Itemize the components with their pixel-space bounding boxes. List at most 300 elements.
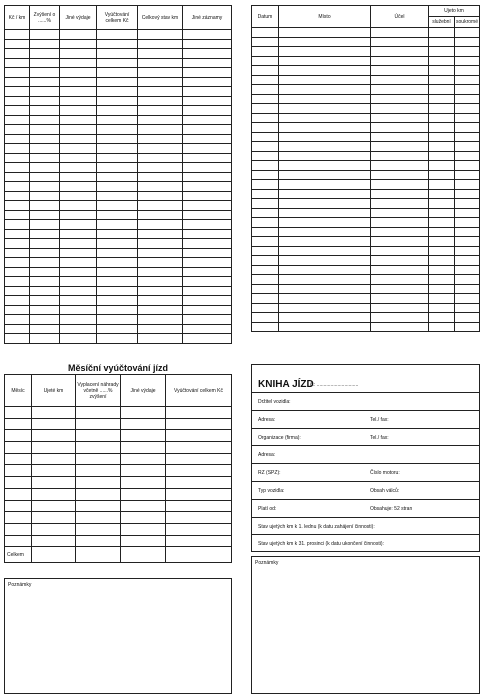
table-cell[interactable]: [138, 87, 183, 97]
table-cell[interactable]: [183, 267, 232, 277]
table-cell[interactable]: [5, 465, 32, 477]
table-cell[interactable]: [183, 134, 232, 144]
table-cell[interactable]: [60, 248, 97, 258]
table-cell[interactable]: [60, 296, 97, 306]
table-cell[interactable]: [279, 142, 371, 152]
table-cell[interactable]: [30, 106, 60, 116]
table-cell[interactable]: [183, 39, 232, 49]
notes-box-left[interactable]: [4, 578, 232, 694]
table-cell[interactable]: [371, 227, 429, 237]
table-cell[interactable]: [429, 113, 455, 123]
table-cell[interactable]: [97, 144, 138, 154]
table-cell[interactable]: [138, 182, 183, 192]
table-cell[interactable]: [252, 246, 279, 256]
table-cell[interactable]: [183, 191, 232, 201]
table-cell[interactable]: [138, 96, 183, 106]
table-cell[interactable]: [371, 237, 429, 247]
table-cell[interactable]: [97, 182, 138, 192]
table-cell[interactable]: [455, 47, 480, 57]
table-cell[interactable]: [30, 286, 60, 296]
table-cell[interactable]: [429, 142, 455, 152]
table-cell[interactable]: [183, 106, 232, 116]
table-cell[interactable]: [183, 172, 232, 182]
logbook-field-row[interactable]: [252, 464, 479, 482]
table-cell[interactable]: [76, 535, 121, 547]
table-cell[interactable]: [279, 37, 371, 47]
table-cell[interactable]: [183, 87, 232, 97]
table-cell[interactable]: [429, 180, 455, 190]
table-cell[interactable]: [5, 87, 30, 97]
table-cell[interactable]: [252, 56, 279, 66]
table-cell[interactable]: [97, 58, 138, 68]
table-cell[interactable]: [5, 106, 30, 116]
table-cell[interactable]: [138, 115, 183, 125]
table-cell[interactable]: [279, 208, 371, 218]
table-cell[interactable]: [455, 104, 480, 114]
table-cell[interactable]: [76, 488, 121, 500]
table-cell[interactable]: [138, 258, 183, 268]
table-cell[interactable]: [30, 115, 60, 125]
table-cell[interactable]: [371, 75, 429, 85]
table-cell[interactable]: [183, 163, 232, 173]
table-cell[interactable]: [60, 324, 97, 334]
table-cell[interactable]: [5, 239, 30, 249]
table-cell[interactable]: [183, 286, 232, 296]
table-cell[interactable]: [60, 210, 97, 220]
table-cell[interactable]: [371, 199, 429, 209]
table-cell[interactable]: [429, 75, 455, 85]
table-cell[interactable]: [97, 96, 138, 106]
table-cell[interactable]: [30, 125, 60, 135]
table-cell[interactable]: [5, 49, 30, 59]
table-cell[interactable]: [30, 277, 60, 287]
table-cell[interactable]: [5, 296, 30, 306]
table-cell[interactable]: [429, 104, 455, 114]
table-cell[interactable]: [429, 37, 455, 47]
table-cell[interactable]: [97, 39, 138, 49]
table-cell[interactable]: [97, 30, 138, 40]
table-cell[interactable]: [252, 151, 279, 161]
table-cell[interactable]: [60, 30, 97, 40]
table-cell[interactable]: [138, 220, 183, 230]
table-cell[interactable]: [60, 58, 97, 68]
table-cell[interactable]: [97, 334, 138, 344]
table-cell[interactable]: [60, 267, 97, 277]
table-cell[interactable]: [252, 265, 279, 275]
table-cell[interactable]: [429, 322, 455, 332]
logbook-field-row[interactable]: [252, 535, 479, 553]
table-cell[interactable]: [60, 87, 97, 97]
table-cell[interactable]: [76, 523, 121, 535]
table-cell[interactable]: [5, 442, 32, 454]
table-cell[interactable]: [183, 49, 232, 59]
table-cell[interactable]: [455, 37, 480, 47]
table-cell[interactable]: [97, 125, 138, 135]
table-cell[interactable]: [76, 407, 121, 419]
table-cell[interactable]: [97, 324, 138, 334]
table-cell[interactable]: [97, 286, 138, 296]
table-cell[interactable]: [455, 94, 480, 104]
table-cell[interactable]: [76, 453, 121, 465]
table-cell[interactable]: [60, 96, 97, 106]
table-cell[interactable]: [30, 239, 60, 249]
table-cell[interactable]: [183, 239, 232, 249]
table-cell[interactable]: [455, 294, 480, 304]
table-cell[interactable]: [252, 227, 279, 237]
table-cell[interactable]: [60, 201, 97, 211]
table-cell[interactable]: [30, 315, 60, 325]
table-cell[interactable]: [455, 28, 480, 38]
table-cell[interactable]: [279, 85, 371, 95]
table-cell[interactable]: [166, 453, 232, 465]
table-cell[interactable]: [30, 39, 60, 49]
table-cell[interactable]: [183, 115, 232, 125]
table-cell[interactable]: [252, 322, 279, 332]
table-cell[interactable]: [138, 334, 183, 344]
table-cell[interactable]: [5, 286, 30, 296]
table-cell[interactable]: [279, 246, 371, 256]
table-cell[interactable]: [5, 324, 30, 334]
table-cell[interactable]: [97, 315, 138, 325]
table-cell[interactable]: [455, 170, 480, 180]
table-cell[interactable]: [5, 277, 30, 287]
table-cell[interactable]: [30, 134, 60, 144]
table-cell[interactable]: [183, 182, 232, 192]
table-cell[interactable]: [166, 488, 232, 500]
table-cell[interactable]: [5, 77, 30, 87]
table-cell[interactable]: [5, 191, 30, 201]
table-cell[interactable]: [30, 305, 60, 315]
table-cell[interactable]: [97, 172, 138, 182]
table-cell[interactable]: [138, 201, 183, 211]
table-cell[interactable]: [252, 123, 279, 133]
table-cell[interactable]: [252, 294, 279, 304]
table-cell[interactable]: [455, 303, 480, 313]
table-cell[interactable]: [252, 75, 279, 85]
table-cell[interactable]: [166, 465, 232, 477]
table-cell[interactable]: [60, 163, 97, 173]
table-cell[interactable]: [5, 96, 30, 106]
table-cell[interactable]: [138, 239, 183, 249]
table-cell[interactable]: [5, 453, 32, 465]
table-cell[interactable]: [166, 407, 232, 419]
table-cell[interactable]: [279, 313, 371, 323]
table-cell[interactable]: [97, 210, 138, 220]
table-cell[interactable]: [138, 248, 183, 258]
table-cell[interactable]: [455, 56, 480, 66]
table-cell[interactable]: [138, 144, 183, 154]
table-cell[interactable]: [183, 68, 232, 78]
table-cell[interactable]: [5, 512, 32, 524]
logbook-field-row[interactable]: [252, 393, 479, 411]
table-cell[interactable]: [30, 229, 60, 239]
table-cell[interactable]: [371, 151, 429, 161]
table-cell[interactable]: [455, 180, 480, 190]
table-cell[interactable]: [5, 229, 30, 239]
table-cell[interactable]: [371, 303, 429, 313]
table-cell[interactable]: [97, 305, 138, 315]
table-cell[interactable]: [371, 218, 429, 228]
table-cell[interactable]: [138, 49, 183, 59]
table-cell[interactable]: [429, 47, 455, 57]
table-cell[interactable]: [30, 144, 60, 154]
table-cell[interactable]: [5, 210, 30, 220]
table-cell[interactable]: [183, 30, 232, 40]
table-cell[interactable]: [252, 113, 279, 123]
table-cell[interactable]: [60, 315, 97, 325]
table-cell[interactable]: [121, 418, 166, 430]
table-cell[interactable]: [455, 265, 480, 275]
table-cell[interactable]: [455, 199, 480, 209]
table-cell[interactable]: [183, 153, 232, 163]
table-cell[interactable]: [279, 322, 371, 332]
table-cell[interactable]: [60, 125, 97, 135]
table-cell[interactable]: [279, 151, 371, 161]
table-cell[interactable]: [279, 28, 371, 38]
table-cell[interactable]: [5, 172, 30, 182]
table-cell[interactable]: [97, 267, 138, 277]
table-cell[interactable]: [455, 161, 480, 171]
table-cell[interactable]: [121, 523, 166, 535]
table-cell[interactable]: [138, 210, 183, 220]
table-cell[interactable]: [76, 500, 121, 512]
table-cell[interactable]: [5, 523, 32, 535]
table-cell[interactable]: [30, 191, 60, 201]
table-cell[interactable]: [76, 547, 121, 563]
table-cell[interactable]: [32, 418, 76, 430]
table-cell[interactable]: [60, 115, 97, 125]
table-cell[interactable]: [138, 77, 183, 87]
table-cell[interactable]: [5, 153, 30, 163]
table-cell[interactable]: [429, 189, 455, 199]
table-cell[interactable]: [97, 277, 138, 287]
table-cell[interactable]: [5, 220, 30, 230]
table-cell[interactable]: [60, 286, 97, 296]
table-cell[interactable]: [252, 199, 279, 209]
table-cell[interactable]: [121, 535, 166, 547]
table-cell[interactable]: [252, 218, 279, 228]
table-cell[interactable]: [371, 313, 429, 323]
table-cell[interactable]: [279, 123, 371, 133]
table-cell[interactable]: [279, 218, 371, 228]
table-cell[interactable]: [252, 132, 279, 142]
table-cell[interactable]: [455, 66, 480, 76]
table-cell[interactable]: [32, 488, 76, 500]
table-cell[interactable]: [252, 189, 279, 199]
table-cell[interactable]: [455, 142, 480, 152]
table-cell[interactable]: [455, 313, 480, 323]
table-cell[interactable]: [5, 39, 30, 49]
table-cell[interactable]: [279, 170, 371, 180]
table-cell[interactable]: [429, 151, 455, 161]
table-cell[interactable]: [371, 275, 429, 285]
table-cell[interactable]: [5, 430, 32, 442]
table-cell[interactable]: [138, 296, 183, 306]
table-cell[interactable]: [5, 58, 30, 68]
table-cell[interactable]: [183, 315, 232, 325]
table-cell[interactable]: [5, 488, 32, 500]
table-cell[interactable]: [121, 547, 166, 563]
table-cell[interactable]: [30, 163, 60, 173]
table-cell[interactable]: [5, 258, 30, 268]
table-cell[interactable]: [455, 275, 480, 285]
table-cell[interactable]: [371, 161, 429, 171]
table-cell[interactable]: [183, 277, 232, 287]
table-cell[interactable]: [5, 407, 32, 419]
logbook-field-row[interactable]: [252, 411, 479, 429]
table-cell[interactable]: [371, 94, 429, 104]
table-cell[interactable]: [279, 275, 371, 285]
table-cell[interactable]: [32, 523, 76, 535]
table-cell[interactable]: [5, 68, 30, 78]
table-cell[interactable]: [5, 535, 32, 547]
table-cell[interactable]: [138, 58, 183, 68]
table-cell[interactable]: [30, 324, 60, 334]
table-cell[interactable]: [30, 334, 60, 344]
table-cell[interactable]: [279, 256, 371, 266]
table-cell[interactable]: [97, 77, 138, 87]
table-cell[interactable]: [183, 334, 232, 344]
table-cell[interactable]: [138, 172, 183, 182]
table-cell[interactable]: [5, 134, 30, 144]
table-cell[interactable]: [371, 132, 429, 142]
table-cell[interactable]: [429, 170, 455, 180]
table-cell[interactable]: [121, 407, 166, 419]
table-cell[interactable]: [32, 477, 76, 489]
table-cell[interactable]: [138, 153, 183, 163]
table-cell[interactable]: [5, 144, 30, 154]
logbook-field-row[interactable]: [252, 429, 479, 447]
table-cell[interactable]: [455, 284, 480, 294]
table-cell[interactable]: [429, 199, 455, 209]
table-cell[interactable]: [455, 208, 480, 218]
table-cell[interactable]: [97, 153, 138, 163]
table-cell[interactable]: [60, 334, 97, 344]
table-cell[interactable]: [60, 172, 97, 182]
table-cell[interactable]: [97, 248, 138, 258]
table-cell[interactable]: [30, 210, 60, 220]
table-cell[interactable]: [60, 134, 97, 144]
table-cell[interactable]: [183, 144, 232, 154]
table-cell[interactable]: [279, 237, 371, 247]
table-cell[interactable]: [60, 305, 97, 315]
table-cell[interactable]: [429, 256, 455, 266]
table-cell[interactable]: [429, 132, 455, 142]
table-cell[interactable]: [97, 258, 138, 268]
table-cell[interactable]: [455, 322, 480, 332]
table-cell[interactable]: [252, 256, 279, 266]
table-cell[interactable]: [121, 512, 166, 524]
table-cell[interactable]: [166, 500, 232, 512]
table-cell[interactable]: [138, 39, 183, 49]
table-cell[interactable]: [371, 170, 429, 180]
table-cell[interactable]: [429, 237, 455, 247]
table-cell[interactable]: [138, 315, 183, 325]
table-cell[interactable]: [455, 246, 480, 256]
table-cell[interactable]: [166, 430, 232, 442]
table-cell[interactable]: [121, 442, 166, 454]
table-cell[interactable]: [252, 104, 279, 114]
table-cell[interactable]: [76, 465, 121, 477]
table-cell[interactable]: [183, 258, 232, 268]
table-cell[interactable]: [97, 115, 138, 125]
table-cell[interactable]: [429, 284, 455, 294]
table-cell[interactable]: [138, 229, 183, 239]
table-cell[interactable]: [279, 294, 371, 304]
table-cell[interactable]: [455, 75, 480, 85]
table-cell[interactable]: [138, 30, 183, 40]
table-cell[interactable]: [32, 453, 76, 465]
table-cell[interactable]: [5, 182, 30, 192]
table-cell[interactable]: [455, 189, 480, 199]
table-cell[interactable]: [5, 500, 32, 512]
table-cell[interactable]: [30, 182, 60, 192]
table-cell[interactable]: [252, 208, 279, 218]
table-cell[interactable]: [32, 442, 76, 454]
table-cell[interactable]: [252, 37, 279, 47]
table-cell[interactable]: [279, 56, 371, 66]
table-cell[interactable]: [60, 68, 97, 78]
table-cell[interactable]: [455, 218, 480, 228]
table-cell[interactable]: [279, 199, 371, 209]
table-cell[interactable]: [166, 535, 232, 547]
table-cell[interactable]: [279, 113, 371, 123]
table-cell[interactable]: [371, 284, 429, 294]
table-cell[interactable]: [30, 30, 60, 40]
table-cell[interactable]: [121, 477, 166, 489]
table-cell[interactable]: [183, 324, 232, 334]
table-cell[interactable]: [429, 275, 455, 285]
table-cell[interactable]: [138, 267, 183, 277]
table-cell[interactable]: [60, 106, 97, 116]
table-cell[interactable]: [252, 170, 279, 180]
table-cell[interactable]: [32, 407, 76, 419]
table-cell[interactable]: [138, 286, 183, 296]
table-cell[interactable]: [252, 85, 279, 95]
table-cell[interactable]: [279, 75, 371, 85]
table-cell[interactable]: [138, 134, 183, 144]
table-cell[interactable]: [429, 294, 455, 304]
table-cell[interactable]: [183, 125, 232, 135]
table-cell[interactable]: [252, 284, 279, 294]
table-cell[interactable]: [5, 305, 30, 315]
table-cell[interactable]: [371, 189, 429, 199]
table-cell[interactable]: [429, 123, 455, 133]
table-cell[interactable]: [166, 547, 232, 563]
table-cell[interactable]: [30, 68, 60, 78]
table-cell[interactable]: [252, 237, 279, 247]
logbook-field-row[interactable]: [252, 518, 479, 536]
table-cell[interactable]: [252, 313, 279, 323]
table-cell[interactable]: [183, 229, 232, 239]
table-cell[interactable]: [5, 115, 30, 125]
table-cell[interactable]: [371, 294, 429, 304]
table-cell[interactable]: [183, 210, 232, 220]
table-cell[interactable]: [183, 305, 232, 315]
table-cell[interactable]: [252, 94, 279, 104]
table-cell[interactable]: [97, 87, 138, 97]
table-cell[interactable]: [5, 163, 30, 173]
table-cell[interactable]: [371, 47, 429, 57]
table-cell[interactable]: [5, 30, 30, 40]
table-cell[interactable]: [166, 418, 232, 430]
table-cell[interactable]: [371, 322, 429, 332]
table-cell[interactable]: [60, 277, 97, 287]
table-cell[interactable]: [183, 58, 232, 68]
table-cell[interactable]: [30, 96, 60, 106]
table-cell[interactable]: [121, 500, 166, 512]
table-cell[interactable]: [429, 208, 455, 218]
